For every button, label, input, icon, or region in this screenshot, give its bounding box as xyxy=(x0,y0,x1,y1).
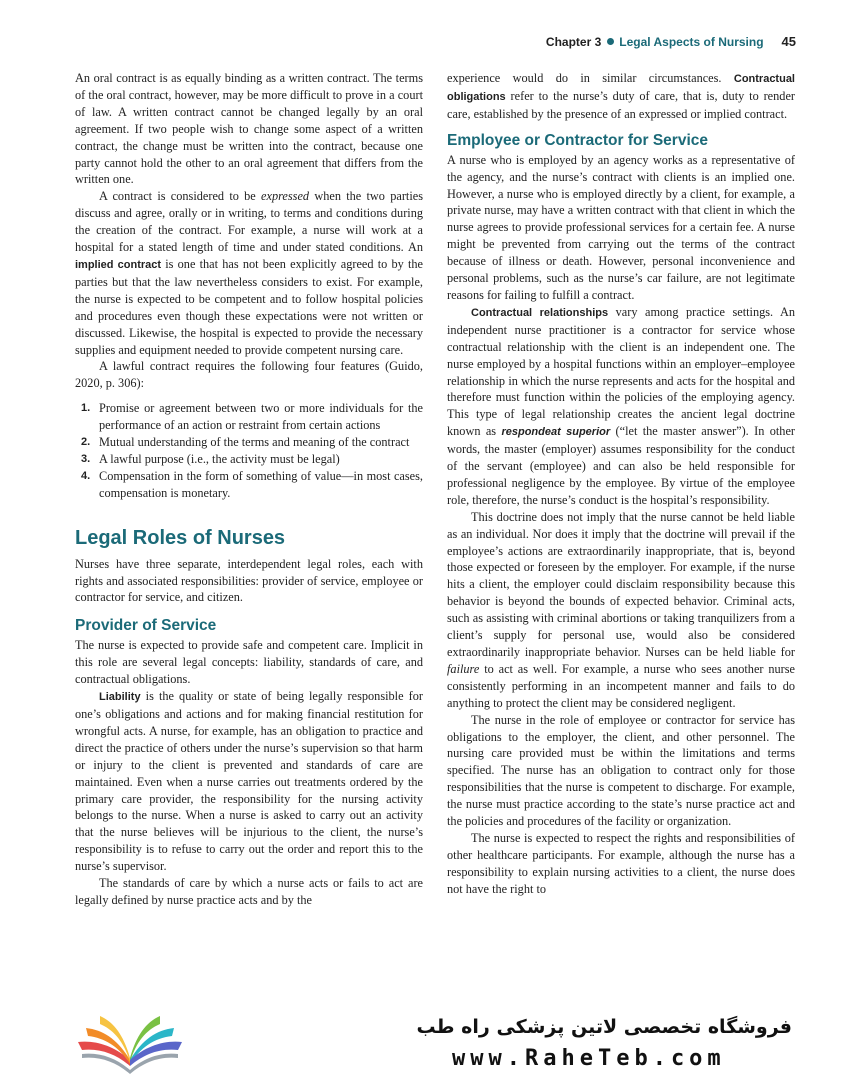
page-bottom-fade xyxy=(0,962,844,1002)
term-contractual-relationships: Contractual relationships xyxy=(471,306,609,319)
bullet-dot-icon xyxy=(607,38,614,45)
list-text: Promise or agreement between two or more individuals for the performance of an action or restraint from certain actions xyxy=(99,401,423,433)
list-item xyxy=(75,434,423,451)
paragraph-three-roles: Nurses have three separate, interdependent legal roles, each with rights and associated responsibilities: provider of service, employee or contractor for service, and citizen. xyxy=(75,556,423,605)
paragraph-employed-nurse: A nurse who is employed by an agency works as a representative of the agency, and the nurse’s contract with clients is an implied one. However, a nurse who is employed directly by a client, for example, a private nurse, may have a written contract with that client in which the nurse agrees to provide professional services for a certain fee. A nurse might be prevented from carrying out the terms of the contract because of illness or death. However, personal inconvenience and personal problems, such as the nurse’s car failure, are not legitimate reasons for failing to fulfill a contract. xyxy=(447,152,795,302)
list-number: 3. xyxy=(81,452,91,465)
lawful-contract-features-list xyxy=(75,400,423,501)
term-implied-contract: implied contract xyxy=(75,258,162,271)
paragraph-standards-of-care: The standards of care by which a nurse acts or fails to act are legally defined by nurse practice acts and by the xyxy=(75,876,423,907)
paragraph-contractual-relationships xyxy=(447,304,795,509)
paragraph-contractual-obligations xyxy=(447,70,795,123)
list-item xyxy=(75,468,423,502)
paragraph-lawful-contract: A lawful contract requires the following four features (Guido, 2020, p. 306): xyxy=(75,359,423,391)
paragraph-respect-rights: The nurse is expected to respect the rights and responsibilities of other healthcare participants. For example, although the nurse has a responsibility to explain nursing activities to a client, the nurse does not have the right to xyxy=(447,830,795,896)
chapter-topic: Legal Aspects of Nursing xyxy=(619,34,764,49)
subsection-heading-employee-contractor: Employee or Contractor for Service xyxy=(447,131,708,149)
text-run: when the two parties discuss and agree, orally or in writing, to terms and conditions during the creation of the contract. For example, a nurse will work at a hospital for a stated length of time and under stated conditions. An xyxy=(75,189,423,255)
term-contractual-obligations: Contractual obligations xyxy=(447,73,795,103)
text-run: to act as well. For example, a nurse who sees another nurse consistently performing in an incompetent manner and fails to do anything to protect the client may be considered negligent. xyxy=(447,661,795,710)
text-run: is the quality or state of being legally responsible for one’s obligations and actions and for making financial restitution for wrongful acts. A nurse, for example, has an obligation to practice and direct the practice of others under the nurse’s supervision so that harm or injury to the client is prevented and standards of care are maintained. Even when a nurse carries out treatments ordered by the primary care provider, the responsibility for the nursing activity belongs to the nurse. When a nurse is asked to carry out an activity that the nurse believes will be injurious to the client, the nurse’s responsibility is to refuse to carry out the order and report this to the nurse’s supervisor. xyxy=(75,689,423,874)
page-number: 45 xyxy=(781,34,796,49)
list-text: A lawful purpose (i.e., the activity must be legal) xyxy=(99,451,340,466)
subsection-heading-provider: Provider of Service xyxy=(75,617,217,635)
paragraph-oral-contract: An oral contract is as equally binding as a written contract. The terms of the oral contract, however, may be more difficult to prove in a court of law. A written contract cannot be changed legally by an oral agreement. If two people wish to change some aspect of a written contract, the change must be written into the contract, because one party cannot hold the other to an oral agreement that differs from the written one. xyxy=(75,71,423,187)
watermark-store-name: فروشگاه تخصصی لاتین پزشکی راه طب xyxy=(416,1016,792,1038)
watermark-banner xyxy=(0,1002,844,1080)
term-respondeat-superior: respondeat superior xyxy=(501,426,611,439)
list-text: Mutual understanding of the terms and meaning of the contract xyxy=(99,435,410,450)
left-column xyxy=(75,70,423,909)
text-run: is one that has not been explicitly agreed to by the parties but that the law nevertheless considers to exist. For example, the nurse is expected to be competent and to follow hospital policies and procedures even though these expectations were not written or discussed. Likewise, the hospital is expected to provide the necessary supplies and equipment needed to provide competent nursing care. xyxy=(75,256,423,357)
list-number: 2. xyxy=(81,436,91,449)
paragraph-liability xyxy=(75,688,423,875)
term-liability: Liability xyxy=(99,691,141,704)
paragraph-obligations: The nurse in the role of employee or contractor for service has obligations to the employer, the client, and other personnel. The nursing care provided must be within the limitations and terms specified. The nurse has an obligation to contract only for those responsibilities that the nurse is competent to discharge. For example, the nurse must practice according to the state’s nurse practice act and the policies and procedures of the facility or organization. xyxy=(447,712,795,829)
emphasis-failure: failure xyxy=(447,661,480,676)
text-run: vary among practice settings. An independent nurse practitioner is a contractor for service whose contractual relationship with the client is an independent one. The nurse employed by a hospital functions within an employer–employee relationship in which the nurse represents and acts for the hospital and therefore must function within the policies of the employing agency. This type of legal relationship creates the ancient legal doctrine known as xyxy=(447,304,795,439)
paragraph-doctrine xyxy=(447,509,795,712)
text-run: experience would do in similar circumstances. xyxy=(447,71,734,85)
text-run: This doctrine does not imply that the nurse cannot be held liable as an individual. Nor does it imply that the doctrine will prevail if the employee’s actions are extraordinarily inappropriate, that is, beyond those expected or foreseen by the employer. For example, if the nurse hits a client, the employer could disclaim responsibility because this behavior is beyond the bounds of expected behavior. Criminal acts, such as assisting with criminal abortions or taking tranquilizers from a client’s supply for personal use, would also be considered extraordinarily inappropriate behavior. Nurses can be held liable for xyxy=(447,509,795,659)
right-column xyxy=(447,70,795,898)
text-run: (“let the master answer”). In other words, the master (employer) assumes responsibility for the conduct of the servant (employee) and can also be held responsible for professional negligence by the employee. By virtue of the employee role, therefore, the nurse’s conduct is the hospital’s responsibility. xyxy=(447,424,795,507)
paragraph-expressed-contract xyxy=(75,188,423,358)
running-head xyxy=(546,34,796,49)
list-number: 4. xyxy=(81,469,91,482)
section-heading-legal-roles: Legal Roles of Nurses xyxy=(75,526,286,549)
text-run: A contract is considered to be xyxy=(99,189,262,204)
open-book-logo-icon xyxy=(74,1010,186,1076)
watermark-url: www.RaheTeb.com xyxy=(452,1046,726,1071)
paragraph-provider: The nurse is expected to provide safe and competent care. Implicit in this role are several legal concepts: liability, standards of care, and contractual obligations. xyxy=(75,638,423,687)
chapter-label: Chapter 3 xyxy=(545,34,602,49)
list-item xyxy=(75,451,423,468)
list-number: 1. xyxy=(81,402,91,415)
text-run: refer to the nurse’s duty of care, that is, duty to render care, established by the presence of an expressed or implied contract. xyxy=(447,88,795,121)
emphasis-expressed: expressed xyxy=(261,189,310,204)
list-text: Compensation in the form of something of value—in most cases, compensation is monetary. xyxy=(99,468,423,500)
list-item xyxy=(75,400,423,434)
